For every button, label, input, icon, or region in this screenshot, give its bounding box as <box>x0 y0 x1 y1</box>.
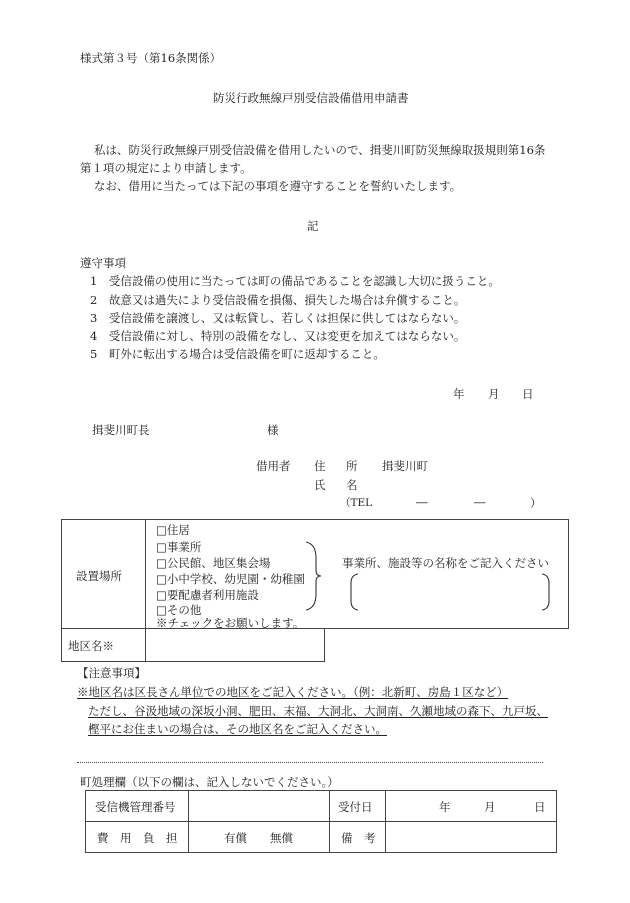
date-month: 月 <box>488 387 500 401</box>
address-label: 住 <box>314 459 326 473</box>
receipt-day: 日 <box>534 800 546 814</box>
location-option[interactable]: □公民館、地区集会場 <box>156 556 271 570</box>
note-line: ※地区名は区長さん単位での地区をご記入ください。（例：北新町、房島１区など） <box>77 685 509 699</box>
name-label: 名 <box>346 478 358 492</box>
location-label: 設置場所 <box>76 569 122 583</box>
date-year: 年 <box>453 387 465 401</box>
intro-line-2: 第１項の規定により申請します。 <box>80 161 252 175</box>
rule-item: 1 受信設備の使用に当たっては町の備品であることを認識し大切に扱うこと。 <box>90 274 500 288</box>
cost-free: 無償 <box>270 831 293 845</box>
location-option[interactable]: □その他 <box>156 603 202 617</box>
rules-heading: 遵守事項 <box>80 256 126 270</box>
remarks-label: 備 考 <box>341 831 376 845</box>
page-title: 防災行政無線戸別受信設備借用申請書 <box>213 91 409 105</box>
location-option[interactable]: □要配慮者利用施設 <box>156 588 259 602</box>
applicant-label: 借用者 <box>256 459 291 473</box>
district-label: 地区名※ <box>68 639 114 653</box>
address-label: 所 <box>346 459 358 473</box>
cost-label: 費 用 負 担 <box>97 831 178 845</box>
tel-label: （TEL <box>340 497 373 509</box>
location-option[interactable]: □事業所 <box>156 540 202 554</box>
receipt-date-label: 受付日 <box>338 800 373 814</box>
district-input[interactable] <box>147 631 322 659</box>
intro-line-1: 私は、防災行政無線戸別受信設備を借用したいので、揖斐川町防災無線取扱規則第16条 <box>94 143 546 157</box>
right-bracket-icon <box>541 573 551 611</box>
left-bracket-icon <box>349 573 359 611</box>
intro-line-3: なお、借用に当たっては下記の事項を遵守することを誓約いたします。 <box>94 179 462 193</box>
rule-item: 4 受信設備に対し、特別の設備をなし、又は変更を加えてはならない。 <box>90 329 466 343</box>
note-line: 樫平にお住まいの場合は、その地区名をご記入ください。 <box>88 722 387 736</box>
addressee: 揖斐川町長 <box>92 423 150 437</box>
office-heading: 町処理欄（以下の欄は、記入しないでください。） <box>80 775 339 789</box>
note-line: ただし、谷汲地域の深坂小洞、肥田、末福、大洞北、大洞南、久瀬地域の森下、九戸坂、 <box>88 704 548 718</box>
tel-dash: ― <box>474 495 486 509</box>
form-number: 様式第３号（第16条関係） <box>80 51 222 65</box>
rule-item: 2 故意又は過失により受信設備を損傷、損失した場合は弁償すること。 <box>90 293 466 307</box>
check-note: ※チェックをお願いします。 <box>156 616 305 630</box>
rule-item: 5 町外に転出する場合は受信設備を町に返却すること。 <box>90 347 385 361</box>
rule-item: 3 受信設備を譲渡し、又は転貸し、若しくは担保に供してはならない。 <box>90 311 466 325</box>
dotted-separator <box>77 762 543 763</box>
cost-paid: 有償 <box>224 831 247 845</box>
notes-heading: 【注意事項】 <box>77 666 146 680</box>
ki-mark: 記 <box>307 219 319 233</box>
tel-dash: ― <box>416 495 428 509</box>
location-option[interactable]: □住居 <box>156 523 190 537</box>
sama: 様 <box>267 423 279 437</box>
facility-prompt: 事業所、施設等の名称をご記入ください <box>342 556 549 570</box>
location-option[interactable]: □小中学校、幼児園・幼稚園 <box>156 572 305 586</box>
receipt-month: 月 <box>484 800 496 814</box>
receiver-no-label: 受信機管理番号 <box>95 800 176 814</box>
receipt-year: 年 <box>439 800 451 814</box>
date-day: 日 <box>522 387 534 401</box>
right-brace-icon <box>304 540 322 612</box>
facility-name-input[interactable] <box>362 575 542 609</box>
name-label: 氏 <box>314 478 326 492</box>
tel-close: ） <box>530 496 542 510</box>
address-value: 揖斐川町 <box>382 459 428 473</box>
